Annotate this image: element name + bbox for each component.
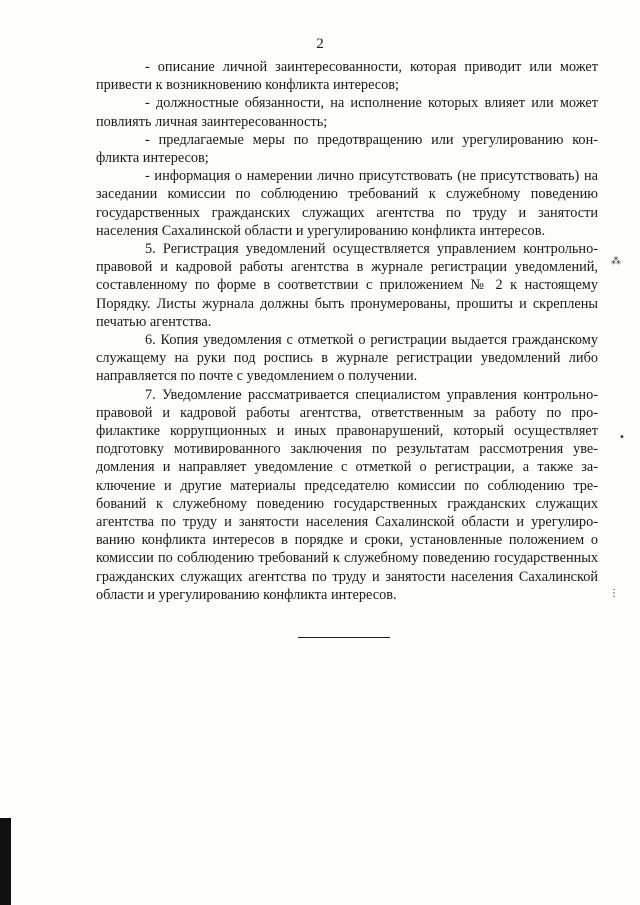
paragraph-conflict-description: - описание личной заинтересованности, которая приводит или может привести к возникновению конфликта интересов; [96, 59, 598, 94]
paragraph-item-6-copy: 6. Копия уведомления с отметкой о регистрации выдается гражданскому служащему на руки под роспись в журнале регистрации уведомлений либо направляется по почте с уведомлением о получении. [96, 332, 598, 385]
scan-speck: • [619, 432, 625, 443]
scan-speck: ⁂ [611, 256, 621, 267]
paragraph-job-duties: - должностные обязанности, на исполнение которых влияет или может повлиять личная заинтересованность; [96, 95, 598, 130]
page-number: 2 [316, 36, 324, 52]
end-divider-line [298, 637, 390, 638]
scan-edge-shadow [0, 818, 11, 905]
document-body [96, 58, 598, 604]
paragraph-proposed-measures: - предлагаемые меры по предотвращению или урегулированию конфликта интересов; [96, 131, 598, 167]
paragraph-attendance-intent: - информация о намерении лично присутствовать (не присутствовать) на заседании комиссии по соблюдению требований к служебному поведению государственных гражданских служащих агентства по труду и занятости населения Сахалинской области и урегулированию конфликта интересов. [96, 168, 598, 239]
paragraph-item-5-registration: 5. Регистрация уведомлений осуществляется управлением контрольно-правовой и кадровой работы агентства в журнале регистрации уведомлений, составленному по форме в соответствии с приложением № 2 к настоящему Порядку. Листы журнала должны быть пронумерованы, прошиты и скреплены печатью агентства. [96, 241, 598, 330]
scan-speck: ⋮ [609, 588, 619, 599]
paragraph-item-7-review: 7. Уведомление рассматривается специалистом управления контрольно-правовой и кадровой работы агентства, ответственным за работу по профилактике коррупционных и иных правонарушений, который осуществляет подготовку мотивированного заключения по результатам рассмотрения уведомления и направляет уведомление с отметкой о регистрации, а также заключение и другие материалы председателю комиссии по соблюдению требований к служебному поведению государственных гражданских служащих агентства по труду и занятости населения Сахалинской области и урегулированию конфликта интересов в порядке и сроки, установленные положением о комиссии по соблюдению требований к служебному поведению государственных гражданских служащих агентства по труду и занятости населения Сахалинской области и урегулированию конфликта интересов. [96, 386, 598, 603]
